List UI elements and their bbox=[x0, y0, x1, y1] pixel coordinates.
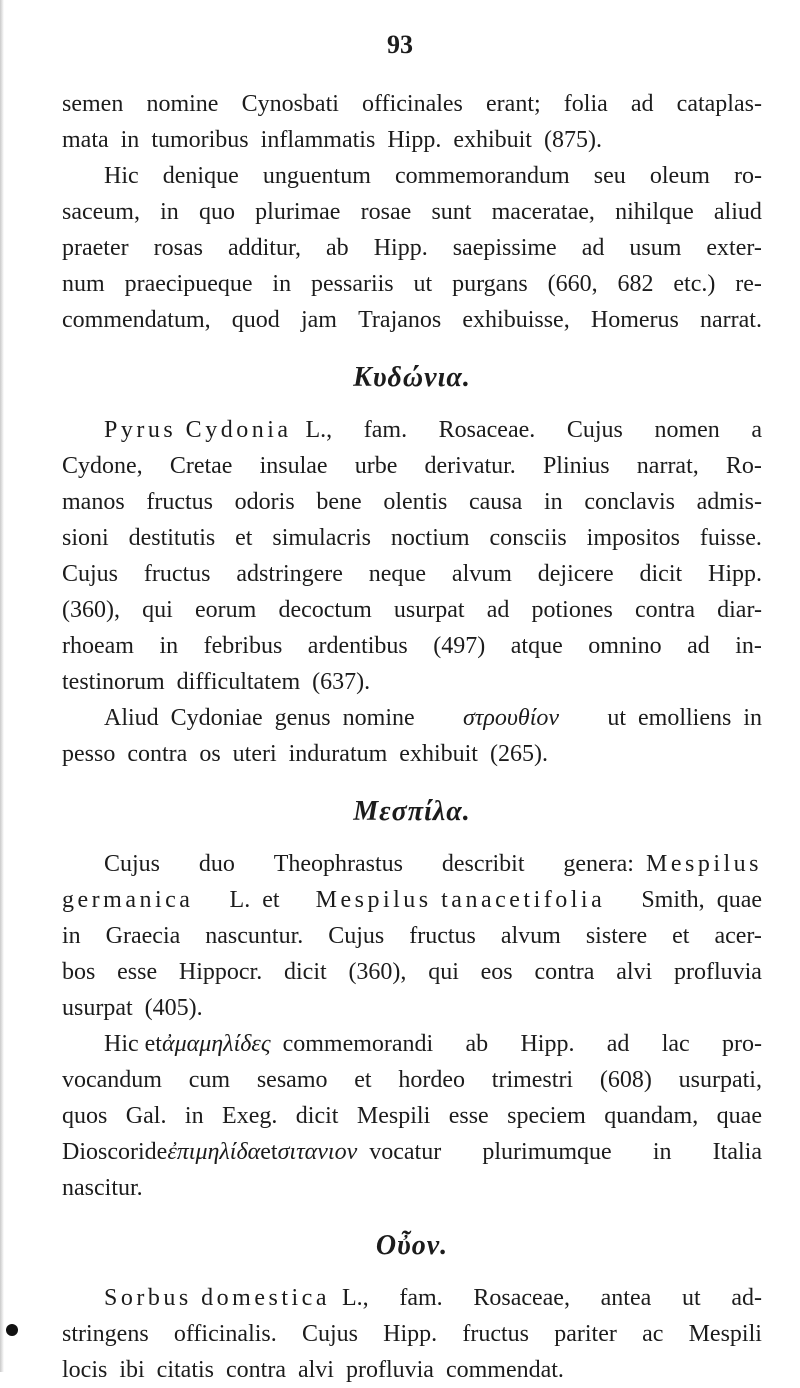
word: usurpat bbox=[62, 995, 133, 1021]
species-name: Pyrus Cydonia bbox=[104, 417, 292, 443]
word: (660, bbox=[547, 271, 598, 297]
word: Mespili bbox=[356, 1103, 431, 1129]
text-line bbox=[62, 954, 762, 990]
word: qui bbox=[428, 959, 459, 985]
word: a bbox=[751, 417, 762, 443]
word: tumoribus bbox=[151, 127, 249, 153]
word: omnino bbox=[588, 633, 662, 659]
word: dicit bbox=[284, 959, 327, 985]
word: unguentum bbox=[262, 163, 371, 189]
word: bos bbox=[62, 959, 96, 985]
word: contra bbox=[534, 959, 595, 985]
word: bene bbox=[316, 489, 362, 515]
word: saceum, bbox=[62, 199, 140, 225]
word: causa bbox=[469, 489, 523, 515]
text-line bbox=[62, 1170, 762, 1206]
word: jam bbox=[300, 307, 337, 333]
word: semen bbox=[62, 91, 124, 117]
word: hordeo bbox=[398, 1067, 466, 1093]
text-line bbox=[62, 592, 762, 628]
word: Exeg. bbox=[222, 1103, 278, 1129]
section-heading-kydonia: Κυδώνια. bbox=[353, 362, 471, 393]
text-line bbox=[62, 1062, 762, 1098]
word: sistere bbox=[585, 923, 648, 949]
word: difficultatem bbox=[176, 669, 301, 695]
word: denique bbox=[162, 163, 239, 189]
word: quae bbox=[716, 1103, 762, 1129]
word: Theophrastus bbox=[273, 851, 404, 877]
word: pariter bbox=[554, 1321, 617, 1347]
word: sunt bbox=[431, 199, 472, 225]
word: Rosaceae. bbox=[438, 417, 536, 443]
word: destitutis bbox=[128, 525, 216, 551]
word: eorum bbox=[194, 597, 257, 623]
word: ut bbox=[413, 271, 433, 297]
word: (637). bbox=[312, 669, 371, 695]
word: folia bbox=[563, 91, 608, 117]
word: commemorandi bbox=[282, 1031, 434, 1057]
word: contra bbox=[226, 1357, 286, 1383]
word: describit bbox=[441, 851, 525, 877]
word: pro- bbox=[722, 1031, 762, 1057]
word: num bbox=[62, 271, 105, 297]
word: in bbox=[272, 271, 292, 297]
word: praecipueque bbox=[124, 271, 253, 297]
word: derivatur. bbox=[424, 453, 516, 479]
word: sesamo bbox=[256, 1067, 328, 1093]
word: (497) bbox=[433, 633, 486, 659]
word: vocatur bbox=[369, 1139, 442, 1165]
word: Cujus bbox=[328, 923, 385, 949]
word: esse bbox=[448, 1103, 489, 1129]
word: Mespili bbox=[688, 1321, 762, 1347]
word: exhibuit bbox=[399, 741, 478, 767]
word: urbe bbox=[354, 453, 398, 479]
word: ab bbox=[465, 1031, 489, 1057]
word: uteri bbox=[232, 741, 277, 767]
word-group bbox=[607, 700, 762, 736]
word: Cydoniae bbox=[170, 705, 263, 731]
word: fructus bbox=[409, 923, 476, 949]
text-line bbox=[62, 86, 762, 122]
word: Trajanos bbox=[358, 307, 442, 333]
text-line bbox=[62, 412, 762, 448]
word: ut bbox=[681, 1285, 701, 1311]
word: usurpati, bbox=[678, 1067, 762, 1093]
word: citatis bbox=[156, 1357, 214, 1383]
word: eos bbox=[480, 959, 513, 985]
word: pesso bbox=[62, 741, 116, 767]
word: potiones bbox=[531, 597, 613, 623]
word: Smith, bbox=[641, 887, 705, 913]
word: in bbox=[184, 1103, 204, 1129]
word: in bbox=[120, 127, 140, 153]
word: (265). bbox=[489, 741, 548, 767]
word: adstringere bbox=[236, 561, 343, 587]
word: commendatum, bbox=[62, 307, 211, 333]
word: insulae bbox=[259, 453, 328, 479]
text-line bbox=[62, 882, 762, 918]
word: atque bbox=[510, 633, 563, 659]
text-line bbox=[62, 1098, 762, 1134]
word: antea bbox=[600, 1285, 652, 1311]
greek-term: ἐπιμηλίδα bbox=[167, 1139, 261, 1165]
section-heading-ouon: Οὖον. bbox=[375, 1230, 449, 1261]
word: simulacris bbox=[272, 525, 372, 551]
word: dicit bbox=[295, 1103, 339, 1129]
text-line bbox=[62, 664, 762, 700]
word: L., bbox=[341, 1285, 369, 1311]
word: esse bbox=[117, 959, 158, 985]
word: Rosaceae, bbox=[473, 1285, 570, 1311]
word: in bbox=[159, 633, 179, 659]
word-group bbox=[342, 1280, 762, 1316]
word: purgans bbox=[452, 271, 528, 297]
word: exter- bbox=[706, 235, 762, 261]
species-name: Mespilus bbox=[645, 851, 762, 877]
word: qui bbox=[142, 597, 173, 623]
word: Graecia bbox=[105, 923, 181, 949]
word: Cretae bbox=[169, 453, 233, 479]
word: genera: bbox=[563, 851, 634, 877]
text-line bbox=[62, 230, 762, 266]
word: Hipp. bbox=[708, 561, 762, 587]
text-line bbox=[62, 556, 762, 592]
word: induratum bbox=[288, 741, 388, 767]
word: febribus bbox=[203, 633, 283, 659]
word: alvi bbox=[616, 959, 653, 985]
text-line bbox=[62, 990, 762, 1026]
word: et bbox=[235, 525, 253, 551]
word: Hipp. bbox=[373, 235, 428, 261]
text-line bbox=[62, 628, 762, 664]
word: et bbox=[262, 887, 280, 913]
word: ardentibus bbox=[307, 633, 408, 659]
word: nomine bbox=[146, 91, 219, 117]
word: pessariis bbox=[310, 271, 394, 297]
word: Cujus bbox=[301, 1321, 358, 1347]
word: fuisse. bbox=[699, 525, 762, 551]
word: stringens bbox=[62, 1321, 149, 1347]
word: re- bbox=[735, 271, 762, 297]
word: exhibuisse, bbox=[462, 307, 570, 333]
word: lac bbox=[661, 1031, 690, 1057]
word: fructus bbox=[143, 561, 211, 587]
text-line bbox=[62, 122, 762, 158]
word: (405). bbox=[144, 995, 203, 1021]
word: (360), bbox=[62, 597, 120, 623]
word: genus bbox=[274, 705, 331, 731]
word: ad- bbox=[731, 1285, 762, 1311]
word: (875). bbox=[543, 127, 602, 153]
word: nihilque bbox=[615, 199, 694, 225]
word-group bbox=[104, 846, 634, 882]
text-line bbox=[62, 1316, 762, 1352]
word: ro- bbox=[734, 163, 762, 189]
text-line bbox=[62, 700, 762, 736]
text-line bbox=[62, 266, 762, 302]
word: dicit bbox=[639, 561, 683, 587]
text-line bbox=[62, 1352, 762, 1388]
word: ab bbox=[326, 235, 349, 261]
word: Cujus bbox=[566, 417, 623, 443]
word: in bbox=[543, 489, 563, 515]
word: nascitur. bbox=[62, 1175, 143, 1201]
word: praeter bbox=[62, 235, 129, 261]
word: quandam, bbox=[604, 1103, 699, 1129]
word: quod bbox=[231, 307, 280, 333]
word: manos bbox=[62, 489, 125, 515]
text-span: Hic et bbox=[104, 1031, 162, 1057]
word: Hipp. bbox=[383, 1321, 438, 1347]
word: Hipp. bbox=[520, 1031, 575, 1057]
word: acer- bbox=[714, 923, 762, 949]
body-text bbox=[62, 86, 762, 1388]
word: consciis bbox=[489, 525, 567, 551]
word: erant; bbox=[486, 91, 541, 117]
word: in bbox=[652, 1139, 672, 1165]
word: os bbox=[199, 741, 221, 767]
word: vocandum bbox=[62, 1067, 162, 1093]
word: cataplas- bbox=[676, 91, 762, 117]
word: mata bbox=[62, 127, 109, 153]
text-line bbox=[62, 484, 762, 520]
word: Hippocr. bbox=[178, 959, 263, 985]
word: saepissime bbox=[452, 235, 557, 261]
word: nascuntur. bbox=[205, 923, 304, 949]
word: decoctum bbox=[278, 597, 372, 623]
word: in- bbox=[735, 633, 762, 659]
word: conclavis bbox=[584, 489, 675, 515]
word-group bbox=[283, 1026, 762, 1062]
text-line bbox=[62, 736, 762, 772]
word: usum bbox=[629, 235, 682, 261]
word: commendat. bbox=[445, 1357, 564, 1383]
word: Ro- bbox=[725, 453, 762, 479]
word: profluvia bbox=[345, 1357, 434, 1383]
text-line bbox=[62, 302, 762, 338]
text-line bbox=[62, 846, 762, 882]
word: nomen bbox=[654, 417, 720, 443]
word: quos bbox=[62, 1103, 108, 1129]
word: diar- bbox=[717, 597, 762, 623]
word: noctium bbox=[390, 525, 470, 551]
word: ac bbox=[642, 1321, 664, 1347]
word: officinalis. bbox=[173, 1321, 277, 1347]
word: ad bbox=[486, 597, 510, 623]
greek-term: ἀμαμηλίδες bbox=[161, 1031, 271, 1057]
word: aliud bbox=[713, 199, 762, 225]
word: ad bbox=[581, 235, 605, 261]
word: et bbox=[354, 1067, 372, 1093]
text-line bbox=[62, 918, 762, 954]
word: seu bbox=[593, 163, 626, 189]
word: et bbox=[672, 923, 690, 949]
text-span: Dioscoride bbox=[62, 1139, 168, 1165]
text-line bbox=[62, 448, 762, 484]
word-group bbox=[369, 1134, 762, 1170]
word: in bbox=[160, 199, 179, 225]
word: alvum bbox=[500, 923, 561, 949]
word: admis- bbox=[696, 489, 762, 515]
word: testinorum bbox=[62, 669, 165, 695]
word: duo bbox=[198, 851, 235, 877]
word: quo bbox=[198, 199, 235, 225]
word: (608) bbox=[599, 1067, 652, 1093]
word-group bbox=[306, 412, 762, 448]
text-span: et bbox=[260, 1139, 278, 1165]
word-group bbox=[641, 882, 762, 918]
word: narrat. bbox=[700, 307, 762, 333]
word: fam. bbox=[363, 417, 408, 443]
word: (360), bbox=[348, 959, 407, 985]
margin-dot bbox=[6, 1324, 18, 1336]
word: Cynosbati bbox=[241, 91, 339, 117]
page-number: 93 bbox=[387, 30, 413, 59]
word: impositos bbox=[586, 525, 681, 551]
text-line bbox=[62, 1026, 762, 1062]
section-heading-mespila: Μεσπίλα. bbox=[353, 796, 471, 827]
word: etc.) bbox=[673, 271, 716, 297]
greek-term: στρουθίον bbox=[462, 705, 560, 731]
word: fructus bbox=[146, 489, 213, 515]
word: Plinius bbox=[542, 453, 610, 479]
word: olentis bbox=[383, 489, 448, 515]
word: Cujus bbox=[62, 561, 119, 587]
word: ad bbox=[606, 1031, 630, 1057]
word-group bbox=[230, 882, 280, 918]
text-line bbox=[62, 1280, 762, 1316]
word: oleum bbox=[649, 163, 710, 189]
word: officinales bbox=[362, 91, 463, 117]
word: alvum bbox=[451, 561, 512, 587]
word: plurimumque bbox=[482, 1139, 612, 1165]
word: fructus bbox=[462, 1321, 530, 1347]
word: speciem bbox=[507, 1103, 586, 1129]
word: contra bbox=[127, 741, 188, 767]
word: exhibuit bbox=[453, 127, 532, 153]
word: rhoeam bbox=[62, 633, 134, 659]
word: inflammatis bbox=[260, 127, 376, 153]
word: Italia bbox=[712, 1139, 762, 1165]
word: quae bbox=[716, 887, 762, 913]
word: profluvia bbox=[673, 959, 762, 985]
word: additur, bbox=[227, 235, 301, 261]
word: maceratae, bbox=[491, 199, 595, 225]
word: odoris bbox=[234, 489, 295, 515]
word: commemorandum bbox=[395, 163, 570, 189]
word: L., bbox=[305, 417, 333, 443]
text-line bbox=[62, 520, 762, 556]
word: ad bbox=[687, 633, 710, 659]
word-group bbox=[104, 700, 415, 736]
word: cum bbox=[188, 1067, 231, 1093]
word: nomine bbox=[342, 705, 415, 731]
word: in bbox=[743, 705, 762, 731]
word: Gal. bbox=[125, 1103, 167, 1129]
word: locis bbox=[62, 1357, 108, 1383]
word: usurpat bbox=[393, 597, 465, 623]
text-line bbox=[62, 1134, 762, 1170]
word: 682 bbox=[617, 271, 654, 297]
word: trimestri bbox=[491, 1067, 574, 1093]
word: sioni bbox=[62, 525, 109, 551]
word: rosas bbox=[153, 235, 203, 261]
word: Homerus bbox=[590, 307, 679, 333]
word: Hic bbox=[104, 163, 139, 189]
word: dejicere bbox=[537, 561, 614, 587]
page-binding-edge bbox=[0, 0, 4, 1372]
word: ibi bbox=[119, 1357, 145, 1383]
word: Cujus bbox=[104, 851, 161, 877]
word: Aliud bbox=[104, 705, 159, 731]
word: plurimae bbox=[255, 199, 341, 225]
word: ad bbox=[630, 91, 654, 117]
word: Hipp. bbox=[387, 127, 442, 153]
species-name: germanica bbox=[62, 887, 194, 913]
word: L. bbox=[229, 887, 251, 913]
word: Cydone, bbox=[62, 453, 143, 479]
word: ut bbox=[607, 705, 626, 731]
greek-term: σιτανιον bbox=[277, 1139, 358, 1165]
word: in bbox=[62, 923, 81, 949]
word: rosae bbox=[360, 199, 412, 225]
word: contra bbox=[635, 597, 695, 623]
text-line bbox=[62, 158, 762, 194]
text-line bbox=[62, 194, 762, 230]
word: fam. bbox=[399, 1285, 443, 1311]
species-name: Mespilus tanacetifolia bbox=[315, 887, 606, 913]
word: emolliens bbox=[638, 705, 732, 731]
word: alvi bbox=[297, 1357, 334, 1383]
word: narrat, bbox=[636, 453, 699, 479]
word: neque bbox=[368, 561, 427, 587]
species-name: Sorbus domestica bbox=[104, 1285, 330, 1311]
